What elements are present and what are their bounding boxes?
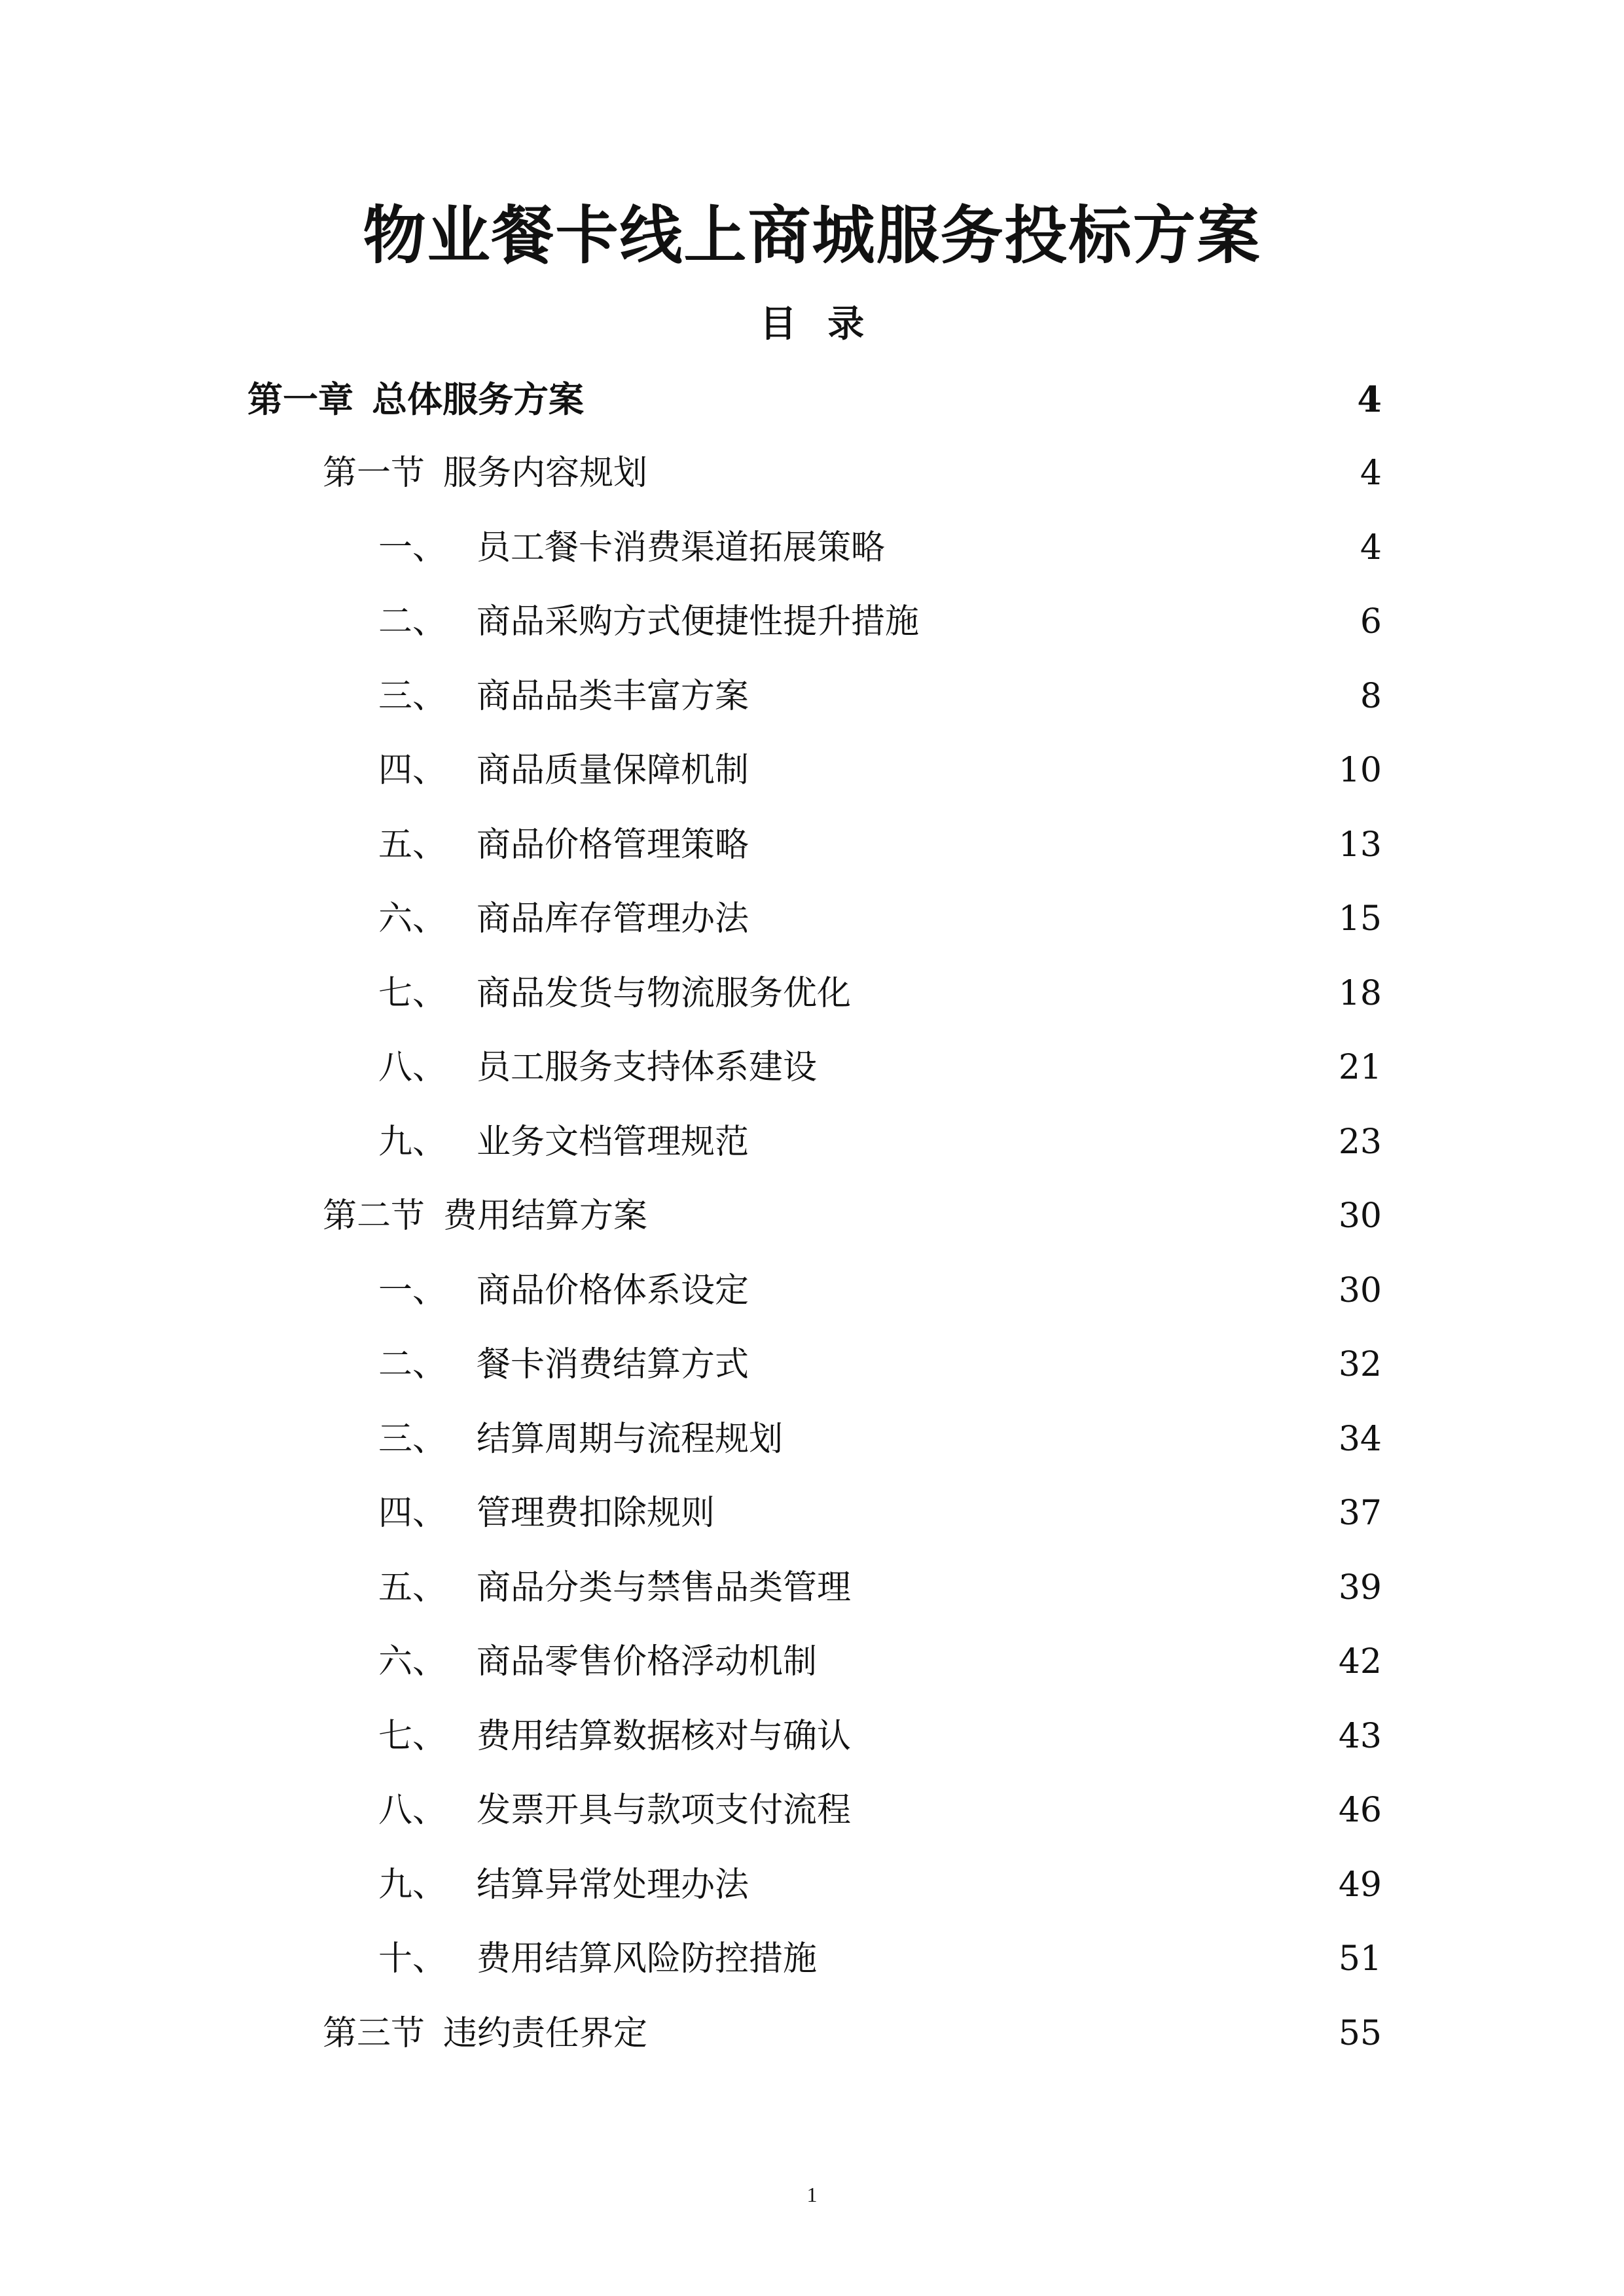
toc-entry-page: 4 <box>1360 454 1382 493</box>
dot-leader <box>657 440 1336 506</box>
toc-entry-page: 55 <box>1338 2014 1382 2053</box>
toc-entry-label: 商品库存管理办法 <box>477 899 749 939</box>
toc-entry-item[interactable] <box>378 515 1382 581</box>
toc-entry-page: 6 <box>1360 602 1382 641</box>
toc-entry-item[interactable] <box>378 1555 1382 1621</box>
toc-entry-number: 第二节 <box>323 1196 425 1236</box>
toc-entry-label: 餐卡消费结算方式 <box>477 1345 749 1384</box>
toc-entry-label: 费用结算数据核对与确认 <box>477 1717 852 1756</box>
toc-entry-item[interactable] <box>378 1407 1382 1472</box>
toc-entry-item[interactable] <box>378 1704 1382 1769</box>
toc-entry-label: 商品质量保障机制 <box>477 751 749 790</box>
toc-entry-number: 五、 <box>378 1568 447 1607</box>
toc-entry-number: 七、 <box>378 1717 447 1756</box>
toc-entry-page: 8 <box>1360 677 1382 716</box>
toc-entry-page: 43 <box>1338 1717 1382 1756</box>
toc-entry-page: 23 <box>1338 1122 1382 1162</box>
toc-entry-page: 15 <box>1338 899 1382 939</box>
toc-entry-page: 30 <box>1338 1271 1382 1310</box>
dot-leader <box>657 1183 1329 1249</box>
toc-entry-number: 第一章 <box>247 378 353 420</box>
toc-entry-page: 10 <box>1338 751 1382 790</box>
toc-entry-number: 八、 <box>378 1048 447 1087</box>
dot-leader <box>826 1035 1329 1100</box>
toc-entry-section-3[interactable] <box>323 2001 1382 2066</box>
toc-entry-number: 十、 <box>378 1939 447 1979</box>
dot-leader <box>758 812 1329 878</box>
toc-entry-label: 商品采购方式便捷性提升措施 <box>477 602 920 641</box>
dot-leader <box>928 589 1336 655</box>
toc-entry-page: 18 <box>1338 974 1382 1013</box>
dot-leader <box>758 738 1329 803</box>
toc-entry-label: 费用结算方案 <box>443 1196 648 1236</box>
toc-entry-page: 13 <box>1338 825 1382 865</box>
toc-entry-label: 商品价格管理策略 <box>477 825 749 865</box>
toc-entry-item[interactable] <box>378 1629 1382 1695</box>
toc-entry-label: 商品价格体系设定 <box>477 1271 749 1310</box>
dot-leader <box>860 961 1329 1026</box>
toc-entry-item[interactable] <box>378 1778 1382 1843</box>
toc-entry-label: 商品分类与禁售品类管理 <box>477 1568 852 1607</box>
dot-leader <box>894 515 1336 581</box>
toc-heading: 目 录 <box>759 302 865 346</box>
toc-entry-label: 发票开具与款项支付流程 <box>477 1791 852 1830</box>
dot-leader <box>758 1109 1329 1175</box>
toc-entry-page: 49 <box>1338 1865 1382 1905</box>
toc-entry-number: 四、 <box>378 1494 447 1533</box>
toc-entry-item[interactable] <box>378 589 1382 655</box>
toc-entry-number: 七、 <box>378 974 447 1013</box>
toc-entry-number: 六、 <box>378 899 447 939</box>
toc-entry-label: 违约责任界定 <box>443 2014 648 2053</box>
toc-entry-number: 一、 <box>378 528 447 567</box>
toc-entry-item[interactable] <box>378 738 1382 803</box>
toc-entry-item[interactable] <box>378 812 1382 878</box>
dot-leader <box>758 1852 1329 1918</box>
toc-entry-page: 32 <box>1338 1345 1382 1384</box>
dot-leader <box>860 1704 1329 1769</box>
toc-entry-label: 管理费扣除规则 <box>477 1494 715 1533</box>
toc-entry-number: 二、 <box>378 1345 447 1384</box>
dot-leader <box>724 1480 1329 1546</box>
toc-entry-label: 员工餐卡消费渠道拓展策略 <box>477 528 886 567</box>
dot-leader <box>758 886 1329 952</box>
toc-entry-page: 42 <box>1338 1642 1382 1681</box>
dot-leader <box>758 1258 1329 1323</box>
toc-entry-number: 八、 <box>378 1791 447 1830</box>
toc-entry-number: 九、 <box>378 1865 447 1905</box>
dot-leader <box>758 664 1336 729</box>
toc-entry-number: 九、 <box>378 1122 447 1162</box>
toc-entry-label: 商品品类丰富方案 <box>477 677 749 716</box>
dot-leader <box>860 1555 1329 1621</box>
toc-entry-item[interactable] <box>378 1332 1382 1397</box>
toc-entry-number: 四、 <box>378 751 447 790</box>
dot-leader <box>657 2001 1329 2066</box>
dot-leader <box>593 367 1336 432</box>
toc-entry-page: 30 <box>1338 1196 1382 1236</box>
toc-entry-label: 商品零售价格浮动机制 <box>477 1642 818 1681</box>
toc-entry-number: 二、 <box>378 602 447 641</box>
toc-entry-label: 商品发货与物流服务优化 <box>477 974 852 1013</box>
toc-entry-number: 第一节 <box>323 454 425 493</box>
toc-entry-section-1[interactable] <box>323 440 1382 506</box>
toc-entry-item[interactable] <box>378 886 1382 952</box>
toc-entry-label: 服务内容规划 <box>443 454 648 493</box>
toc-entry-number: 三、 <box>378 677 447 716</box>
toc-entry-page: 37 <box>1338 1494 1382 1533</box>
toc-entry-label: 业务文档管理规范 <box>477 1122 749 1162</box>
toc-entry-item[interactable] <box>378 1035 1382 1100</box>
page-number: 1 <box>806 2183 818 2206</box>
toc-entry-page: 21 <box>1338 1048 1382 1087</box>
toc-entry-page: 39 <box>1338 1568 1382 1607</box>
dot-leader <box>758 1332 1329 1397</box>
toc-entry-label: 结算异常处理办法 <box>477 1865 749 1905</box>
toc-entry-number: 第三节 <box>323 2014 425 2053</box>
toc-entry-item[interactable] <box>378 961 1382 1026</box>
dot-leader <box>826 1926 1329 1992</box>
toc-entry-number: 三、 <box>378 1420 447 1459</box>
toc-entry-number: 一、 <box>378 1271 447 1310</box>
toc-entry-chapter-1[interactable] <box>247 367 1382 432</box>
toc-entry-page: 4 <box>1357 378 1382 420</box>
toc-entry-page: 34 <box>1338 1420 1382 1459</box>
toc-entry-item[interactable] <box>378 1926 1382 1992</box>
toc-entry-item[interactable] <box>378 1109 1382 1175</box>
toc-entry-section-2[interactable] <box>323 1183 1382 1249</box>
toc-entry-label: 费用结算风险防控措施 <box>477 1939 818 1979</box>
toc-entry-item[interactable] <box>378 1480 1382 1546</box>
toc-entry-label: 结算周期与流程规划 <box>477 1420 784 1459</box>
toc-entry-page: 4 <box>1360 528 1382 567</box>
dot-leader <box>860 1778 1329 1843</box>
toc-entry-label: 员工服务支持体系建设 <box>477 1048 818 1087</box>
toc-entry-page: 51 <box>1338 1939 1382 1979</box>
dot-leader <box>792 1407 1329 1472</box>
dot-leader <box>826 1629 1329 1695</box>
toc-entry-item[interactable] <box>378 1258 1382 1323</box>
toc-entry-label: 总体服务方案 <box>372 378 584 420</box>
toc-entry-item[interactable] <box>378 664 1382 729</box>
toc-entry-number: 六、 <box>378 1642 447 1681</box>
toc-entry-item[interactable] <box>378 1852 1382 1918</box>
document-title: 物业餐卡线上商城服务投标方案 <box>363 198 1261 272</box>
toc-entry-page: 46 <box>1338 1791 1382 1830</box>
toc-entry-number: 五、 <box>378 825 447 865</box>
